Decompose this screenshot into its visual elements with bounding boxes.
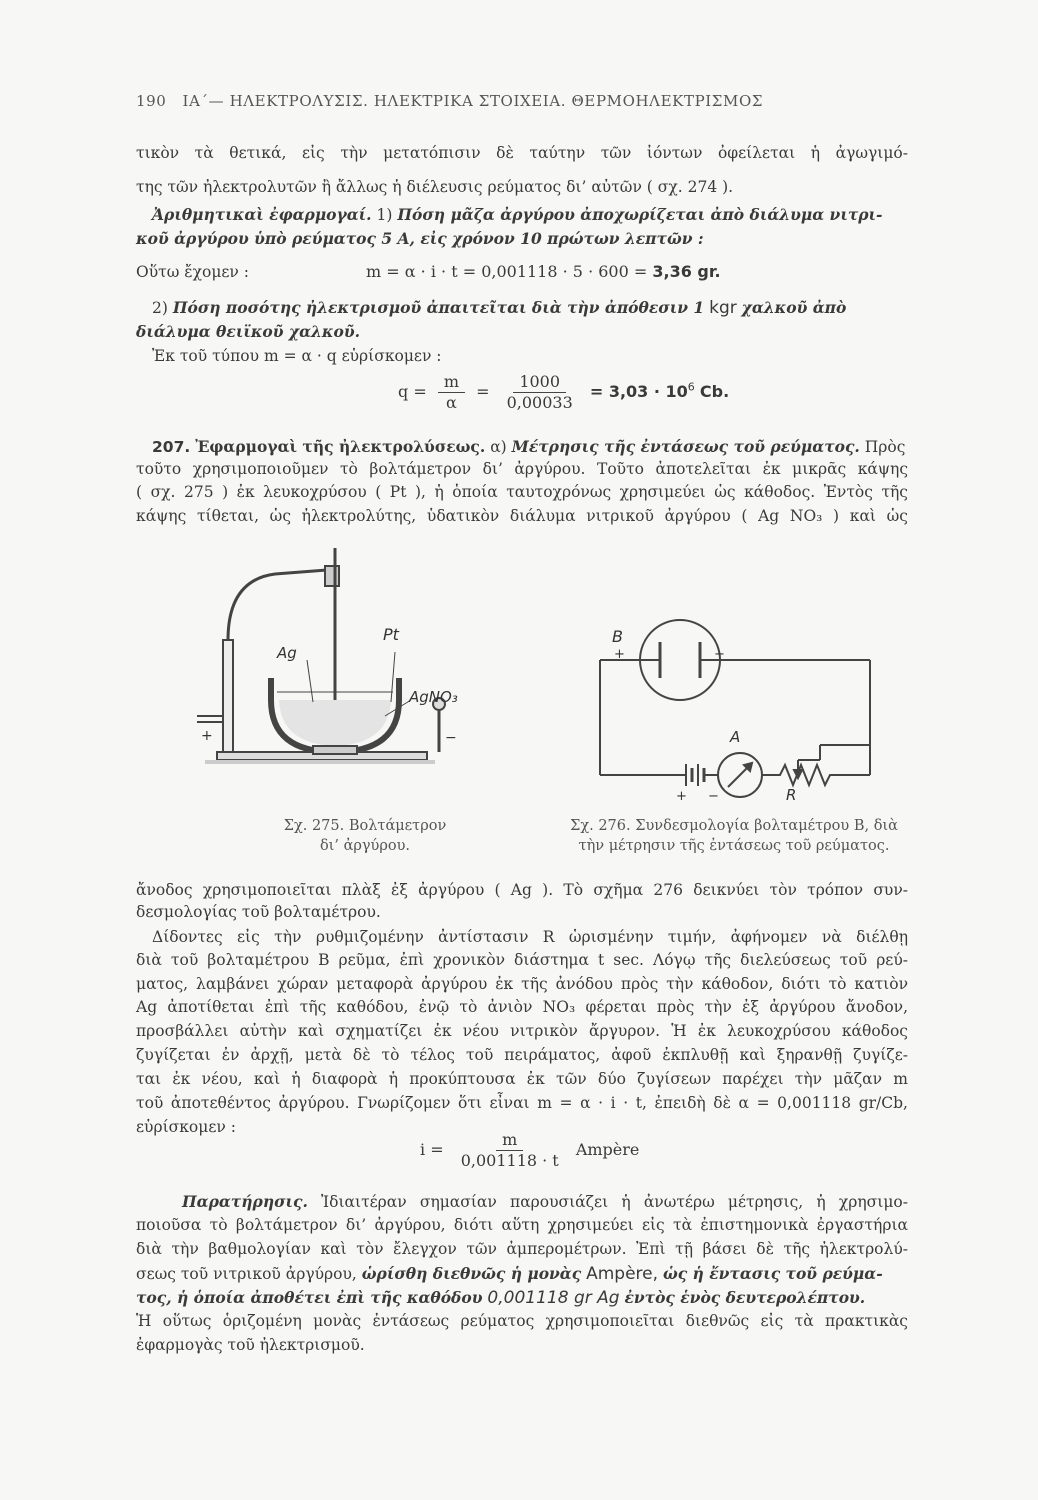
fraction-values: [501, 372, 579, 413]
figure-275-caption: [280, 816, 450, 856]
frac2-num: 1000: [513, 372, 566, 393]
remark-l4-a: σεως τοῦ νιτρικοῦ ἀργύρου,: [136, 1265, 357, 1283]
q2-text-b: χαλκοῦ ἀπὸ: [741, 298, 847, 317]
i-num: m: [496, 1130, 523, 1151]
formula-mass-expr: m = α · i · t = 0,001118 · 5 · 600 =: [366, 262, 648, 281]
after-line-1: ἄνοδος χρησιμοποιεῖται πλὰξ ἐξ ἀργύρου ( Ag ). Τὸ σχῆμα 276 δεικνύει τὸν τρόπον συν-: [136, 881, 908, 899]
label-ag: Ag: [277, 644, 297, 662]
caption-275-line-2: δι’ ἀργύρου.: [319, 838, 411, 854]
fraction-m-over-alpha: [438, 372, 465, 413]
intro-line-2: της τῶν ἠλεκτρολυτῶν ἢ ἄλλως ἡ διέλευσις ρεύματος δι’ αὐτῶν ( σχ. 274 ).: [136, 178, 734, 196]
stand-post: [223, 640, 233, 752]
q2-kgr: kgr: [709, 298, 737, 318]
section-line-3: ( σχ. 275 ) ἐκ λευκοχρύσου ( Pt ), ἡ ὁποία ταυτοχρόνως χρησιμεύει ὡς κάθοδος. Ἐντὸς τῆς: [136, 483, 908, 501]
section-line-2: τοῦτο χρησιμοποιοῦμεν τὸ βολτάμετρον δι’ ἀργύρου. Τοῦτο ἀποτελεῖται ἐκ μικρᾶς κάψης: [136, 460, 908, 478]
figure-276-caption: [524, 816, 944, 856]
para2-line-7: ται ἐκ νέου, καὶ ἡ διαφορὰ ἡ προκύπτουσα ἐκ τῶν δύο ζυγίσεων παρέχει τὴν μᾶζαν m: [136, 1070, 908, 1088]
remark-l5-value: 0,001118 gr Ag: [487, 1288, 620, 1308]
running-header: [136, 92, 763, 110]
after-line-2: δεσμολογίας τοῦ βολταμέτρου.: [136, 903, 381, 921]
page-number: 190: [136, 92, 167, 110]
frac1-num: m: [438, 372, 465, 393]
section-title: Ἐφαρμογαὶ τῆς ἠλεκτρολύσεως.: [195, 437, 486, 456]
remark-label: Παρατήρησις.: [182, 1192, 308, 1211]
from-type: Ἐκ τοῦ τύπου m = α · q εὑρίσκομεν :: [152, 347, 442, 365]
remark-line-3: διὰ τὴν βαθμολογίαν καὶ τὸν ἔλεγχον τῶν ἀμπερομέτρων. Ἐπὶ τῇ βάσει δὲ τῆς ἠλεκτρολύ-: [136, 1240, 908, 1258]
section-line1-end: Πρὸς: [864, 438, 906, 456]
remark-line-1-text: Ἰδιαιτέραν σημασίαν παρουσιάζει ἡ ἀνωτέρω μέτρησις, ἡ χρησιμο-: [321, 1193, 908, 1211]
label-battery-plus: +: [676, 789, 687, 804]
q2-line-1: [152, 297, 924, 319]
remark-l4-b: ὡρίσθη διεθνῶς ἡ μονὰς: [361, 1264, 582, 1283]
para2-line-3: ματος, λαμβάνει χώραν μεταφορὰ ἀργύρου ἐκ τῆς ἀνόδου πρὸς τὴν κάθοδον, διότι τὸ κατιὸν: [136, 975, 908, 993]
remark-l5-b: ἐντὸς ἑνὸς δευτερολέπτου.: [624, 1288, 866, 1307]
remark-line-4: [136, 1263, 908, 1285]
remark-line-2: ποιοῦσα τὸ βολτάμετρον δι’ ἀργύρου, διότι αὕτη χρησιμεύει εἰς τὰ ἐπιστημονικὰ ἐργαστήρια: [136, 1216, 908, 1234]
label-plus: +: [201, 728, 213, 744]
label-a: A: [730, 728, 741, 746]
label-pt: Pt: [383, 625, 399, 644]
section-sub-a: α): [490, 438, 507, 456]
para2-line-8: τοῦ ἀποτεθέντος ἀργύρου. Γνωρίζομεν ὅτι εἶναι m = α · i · t, ἐπειδὴ δὲ α = 0,001118 gr/Cb,: [136, 1094, 908, 1112]
numeric-q1: [152, 204, 924, 226]
section-line-4: κάψης τίθεται, ὡς ἠλεκτρολύτης, ὑδατικὸν διάλυμα νιτρικοῦ ἀργύρου ( Ag NO₃ ) καὶ ὡς: [136, 507, 908, 525]
caption-276-line-2: τὴν μέτρησιν τῆς ἐντάσεως τοῦ ρεύματος.: [578, 838, 890, 854]
label-battery-minus: −: [708, 789, 719, 804]
stand-arm: [228, 570, 327, 640]
remark-l5-a: τος, ἡ ὁποία ἀποθέτει ἐπὶ τῆς καθόδου: [136, 1288, 483, 1307]
fraction-current: [455, 1130, 565, 1171]
remark-line-6: Ἡ οὕτως ὁριζομένη μονὰς ἐντάσεως ρεύματος χρησιμοποιεῖται διεθνῶς εἰς τὰ πρακτικὰς: [136, 1312, 908, 1330]
para2-line-1: Δίδοντες εἰς τὴν ρυθμιζομένην ἀντίστασιν R ὡρισμένην τιμήν, ἀφήνομεν νὰ διέλθῃ: [152, 928, 908, 946]
label-b-minus: −: [714, 647, 725, 662]
remark-line-7: ἐφαρμογὰς τοῦ ἠλεκτρισμοῦ.: [136, 1336, 365, 1354]
label-r: R: [786, 786, 797, 804]
formula-charge: q = $\frac{m}{\alpha}$ = $\frac{1000}{0,00033}$ = $3,03 \cdot 10^6$ Cb.: [398, 372, 730, 412]
resistor-r: [762, 765, 870, 785]
q2-number: 2): [152, 299, 168, 317]
para2-line-2: διὰ τοῦ βολταμέτρου B ρεῦμα, ἐπὶ χρονικὸν διάστημα t sec. Λόγῳ τῆς διελεύσεως τοῦ ρεύ-: [136, 951, 908, 969]
section-207-line-1: [152, 436, 908, 458]
numeric-heading: Ἀριθμητικαὶ ἐφαρμογαί.: [152, 205, 372, 224]
frac2-den: 0,00033: [506, 393, 573, 412]
remark-l4-c: ὡς ἡ ἔντασις τοῦ ρεύμα-: [662, 1264, 883, 1283]
section-sub-a-title: Μέτρησις τῆς ἐντάσεως τοῦ ρεύματος.: [511, 437, 860, 456]
label-agno3: AgNO₃: [409, 688, 458, 706]
q1-line-2: κοῦ ἀργύρου ὑπὸ ρεύματος 5 Α, εἰς χρόνον 10 πρώτων λεπτῶν :: [136, 229, 704, 248]
q1-number: 1): [376, 206, 393, 224]
agno3-solution: [279, 700, 391, 746]
running-title: ΙΑ΄— ΗΛΕΚΤΡΟΛΥΣΙΣ. ΗΛΕΚΤΡΙΚΑ ΣΤΟΙΧΕΙΑ. ΘΕΡΜΟΗΛΕΚΤΡΙΣΜΟΣ: [182, 92, 764, 110]
q-result: = 3,03 · 10: [589, 382, 688, 401]
para2-line-9: εὑρίσκομεν :: [136, 1118, 236, 1136]
figure-275-voltameter: [195, 540, 458, 800]
para2-line-4: Ag ἀποτίθεται ἐπὶ τῆς καθόδου, ἐνῷ τὸ ἀνιὸν NO₃ φέρεται πρὸς τὴν ἐξ ἀργύρου ἄνοδον,: [136, 998, 908, 1016]
caption-275-line-1: Σχ. 275. Βολτάμετρον: [283, 818, 447, 834]
q2-text-a: Πόση ποσότης ἠλεκτρισμοῦ ἀπαιτεῖται διὰ τὴν ἀπόθεσιν 1: [172, 298, 705, 317]
q2-line-2: διάλυμα θειϊκοῦ χαλκοῦ.: [136, 322, 361, 341]
formula-mass: [366, 262, 721, 281]
para2-line-5: προσβάλλει αὐτὴν καὶ σχηματίζει ἐκ νέου νιτρικὸν ἄργυρον. Ἡ ἐκ λευκοχρύσου κάθοδος: [136, 1022, 908, 1040]
i-lhs: i =: [420, 1140, 444, 1159]
so-we-have: Οὕτω ἔχομεν :: [136, 263, 249, 281]
remark-line-5: [136, 1287, 908, 1309]
formula-mass-result: 3,36 gr.: [652, 262, 721, 281]
label-b: B: [612, 627, 623, 646]
i-unit: Ampère: [575, 1140, 640, 1159]
q-unit: Cb.: [699, 382, 730, 401]
i-den: 0,001118 · t: [460, 1151, 559, 1170]
q1-line-1: Πόση μᾶζα ἀργύρου ἀποχωρίζεται ἀπὸ διάλυμα νιτρι-: [397, 205, 883, 224]
frac1-den: α: [446, 393, 457, 412]
intro-line-1: τικὸν τὰ θετικά, εἰς τὴν μετατόπισιν δὲ ταύτην τῶν ἰόντων ὀφείλεται ἡ ἀγωγιμό-: [136, 144, 908, 162]
remark-line-1: [182, 1191, 908, 1213]
label-b-plus: +: [614, 647, 625, 662]
label-minus: −: [445, 730, 457, 746]
section-number: 207.: [152, 438, 191, 456]
figure-276-circuit: [590, 600, 890, 804]
formula-current: [420, 1130, 639, 1171]
caption-276-line-1: Σχ. 276. Συνδεσμολογία βολταμέτρου B, διὰ: [570, 818, 898, 834]
para2-line-6: ζυγίζεται ἐν ἀρχῇ, μετὰ δὲ τὸ τέλος τοῦ πειράματος, ἀφοῦ ἐκπλυθῇ καὶ ξηρανθῇ ζυγίζε-: [136, 1046, 908, 1064]
clamp: [325, 566, 339, 586]
q-exponent: 6: [687, 380, 695, 394]
remark-ampere: Ampère,: [586, 1264, 659, 1284]
q-lhs: q =: [398, 382, 427, 401]
